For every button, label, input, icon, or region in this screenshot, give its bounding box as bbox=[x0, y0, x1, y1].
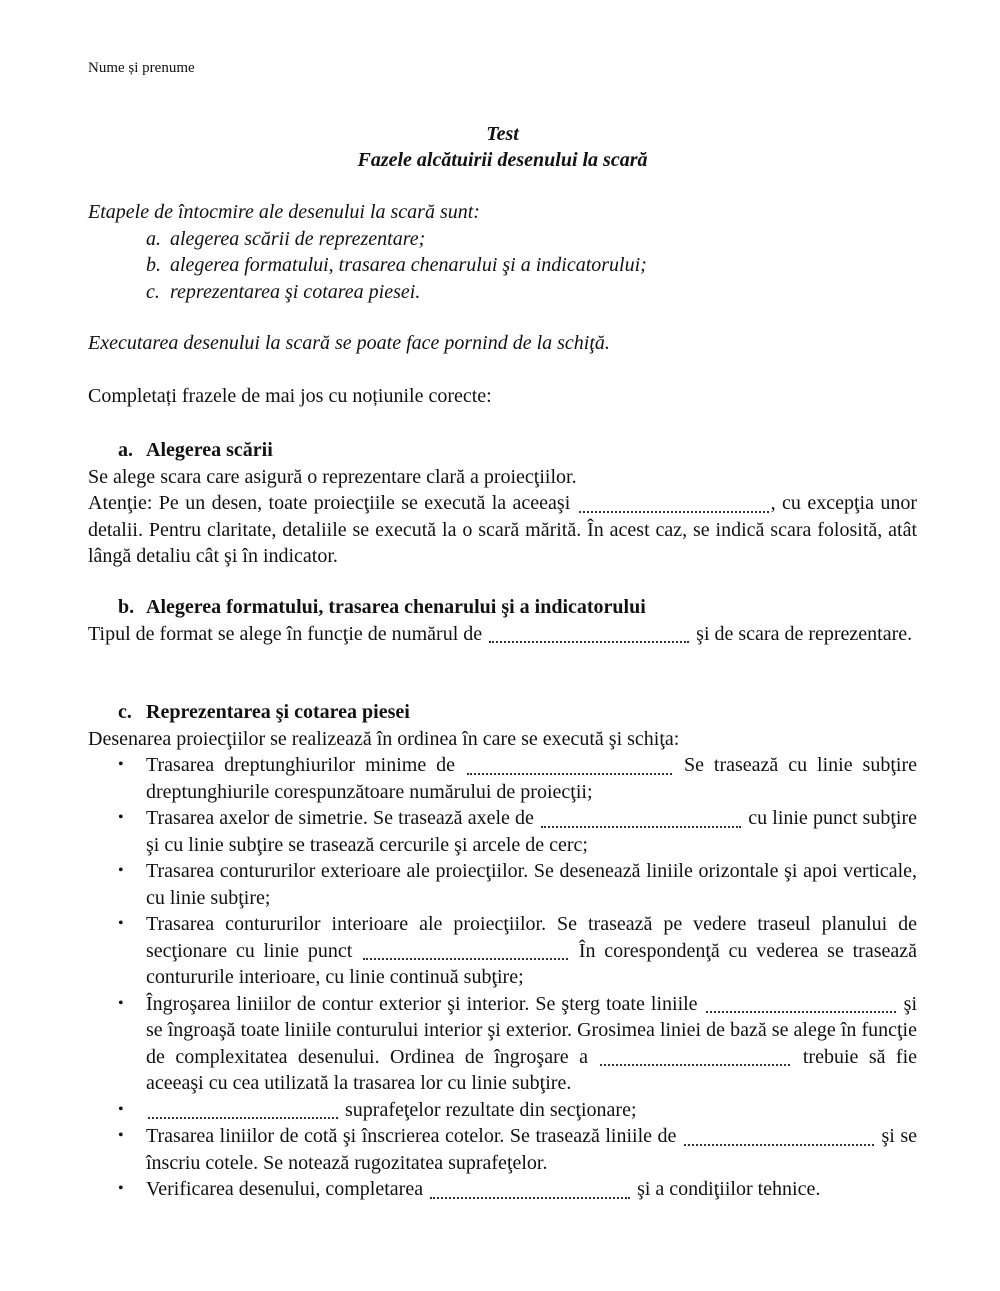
list-item: • Trasarea liniilor de cotă şi înscrierea cotelor. Se trasează liniile de şi se înscriu cotele. Se notează rugozitatea suprafeţelor. bbox=[118, 1125, 918, 1174]
bullet-icon: • bbox=[118, 809, 124, 826]
list-item: • Îngroşarea liniilor de contur exterior şi interior. Se şterg toate liniile şi se îngroaşă toate liniile conturului interior şi exterior. Grosimea liniei de bază se alege în funcţie de complexitatea desenului. Ordinea de îngroşare a trebuie să fie aceeaşi cu cea utilizată la trasarea lor cu linie subţire. bbox=[118, 992, 918, 1094]
title-subject: Fazele alcătuirii desenului la scară bbox=[357, 149, 648, 171]
blank-hatching-input[interactable] bbox=[148, 1103, 338, 1119]
intro-step: b. alegerea formatului, trasarea chenarului şi a indicatorului; bbox=[146, 254, 647, 276]
intro-step: c. reprezentarea şi cotarea piesei. bbox=[146, 280, 421, 303]
list-item: • Verificarea desenului, completarea şi a condiţiilor tehnice. bbox=[146, 1176, 917, 1203]
name-label: Nume și prenume bbox=[88, 60, 195, 76]
section-c-steps-list bbox=[88, 752, 917, 1203]
list-item: • Trasarea contururilor exterioare ale proiecţiilor. Se desenează liniile orizontale şi apoi verticale, cu linie subţire; bbox=[118, 860, 917, 909]
section-b-paragraph: Tipul de format se alege în funcţie de numărul de şi de scara de reprezentare. bbox=[88, 622, 913, 645]
page-title bbox=[88, 121, 917, 173]
section-b-heading: b. Alegerea formatului, trasarea chenarului şi a indicatorului bbox=[118, 596, 646, 618]
blank-title-block-input[interactable] bbox=[430, 1183, 630, 1199]
section-c bbox=[88, 699, 917, 1203]
bullet-icon: • bbox=[118, 1127, 124, 1144]
intro-note: Executarea desenului la scară se poate face pornind de la schiţă. bbox=[88, 332, 610, 354]
intro-steps-list bbox=[88, 226, 917, 306]
bullet-icon: • bbox=[118, 994, 124, 1012]
blank-min-rectangles-input[interactable] bbox=[467, 759, 672, 775]
blank-scale-input[interactable] bbox=[579, 497, 769, 513]
list-item: • Trasarea dreptunghiurilor minime de Se trasează cu linie subţire dreptunghiurile corespunzătoare numărului de proiecţii; bbox=[118, 754, 917, 803]
blank-section-line-input[interactable] bbox=[363, 944, 568, 960]
intro-section bbox=[88, 199, 917, 305]
blank-symmetry-axes-input[interactable] bbox=[541, 812, 741, 828]
bullet-icon: • bbox=[118, 1180, 124, 1197]
title-test: Test bbox=[486, 123, 519, 145]
intro-step: a. alegerea scării de reprezentare; bbox=[146, 227, 426, 250]
section-a bbox=[88, 437, 917, 570]
list-item: • Trasarea axelor de simetrie. Se trasează axele de cu linie punct subţire şi cu linie subţire se trasează cercurile şi arcele de cerc; bbox=[118, 807, 917, 856]
section-b bbox=[88, 594, 917, 647]
instruction-text: Completați frazele de mai jos cu noțiunile corecte: bbox=[88, 385, 492, 407]
list-item: • suprafeţelor rezultate din secţionare; bbox=[146, 1097, 917, 1124]
section-a-paragraph: Atenţie: Pe un desen, toate proiecţiile se execută la aceeaşi , cu excepţia unor detalii. Pentru claritate, detaliile se execută la o scară mărită. În acest caz, se indică scara folosită, atât lângă detaliu cât şi în indicator. bbox=[88, 492, 917, 567]
intro-heading: Etapele de întocmire ale desenului la scară sunt: bbox=[88, 201, 480, 223]
blank-projections-input[interactable] bbox=[489, 627, 689, 643]
section-a-line1: Se alege scara care asigură o reprezentare clară a proiecţiilor. bbox=[88, 465, 577, 488]
bullet-icon: • bbox=[118, 915, 124, 932]
bullet-icon: • bbox=[118, 862, 124, 879]
section-c-heading: c. Reprezentarea şi cotarea piesei bbox=[118, 701, 410, 723]
blank-dimension-lines-input[interactable] bbox=[684, 1130, 874, 1146]
bullet-icon: • bbox=[118, 756, 124, 773]
blank-erase-lines-input[interactable] bbox=[706, 997, 896, 1013]
section-a-heading: a. Alegerea scării bbox=[118, 439, 273, 461]
blank-thickening-order-input[interactable] bbox=[600, 1050, 790, 1066]
section-c-intro: Desenarea proiecţiilor se realizează în ordinea în care se execută şi schiţa: bbox=[88, 727, 680, 750]
bullet-icon: • bbox=[118, 1100, 124, 1118]
list-item: • Trasarea contururilor interioare ale proiecţiilor. Se trasează pe vedere traseul planului de secţionare cu linie punct În corespondenţă cu vederea se trasează contururile interioare, cu linie continuă subţire; bbox=[118, 913, 917, 988]
